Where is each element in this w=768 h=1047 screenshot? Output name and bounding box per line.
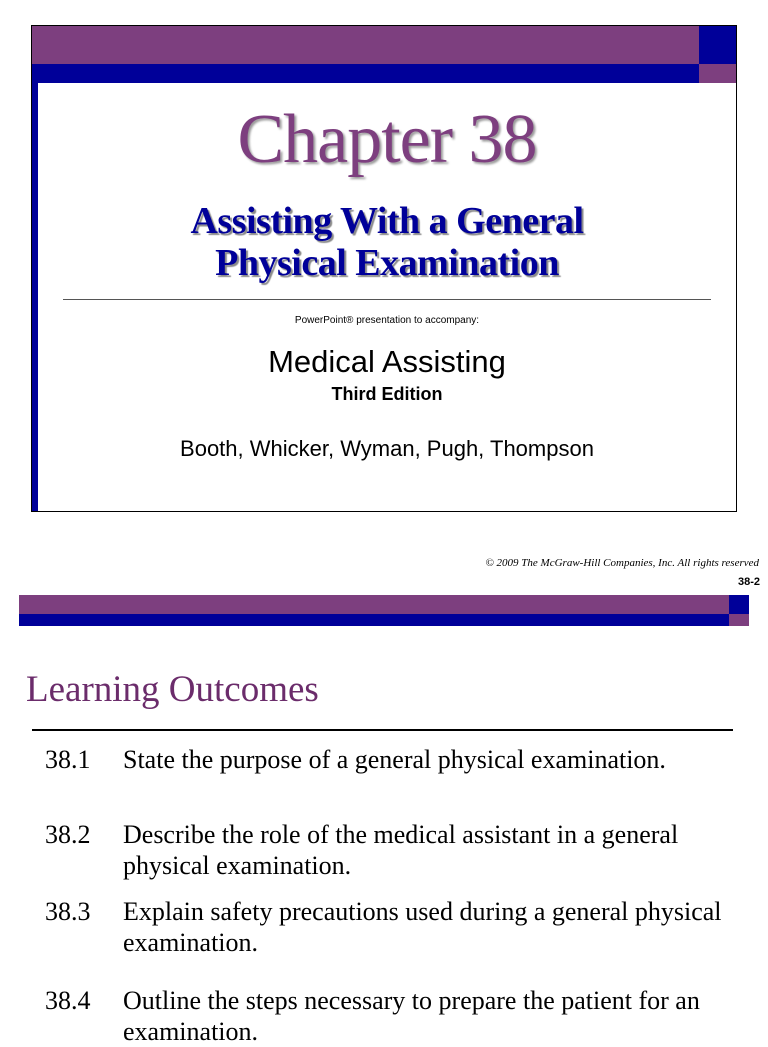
outcome-text: State the purpose of a general physical examination. xyxy=(123,745,666,774)
slide2-heading: Learning Outcomes xyxy=(26,669,319,710)
outcome-number: 38.1 xyxy=(45,745,91,774)
accompany-text: PowerPoint® presentation to accompany: xyxy=(294,315,480,326)
slide2-band-purple xyxy=(19,595,729,614)
slide2-band-navy xyxy=(19,614,729,626)
outcome-text: Outline the steps necessary to prepare the patient for an examination. xyxy=(123,986,700,1046)
slide2-corner-navy xyxy=(729,595,749,614)
copyright-notice: © 2009 The McGraw-Hill Companies, Inc. All rights reserved xyxy=(485,557,759,569)
book-edition: Third Edition xyxy=(331,384,443,404)
outcome-number: 38.4 xyxy=(45,986,91,1015)
outcome-text: Explain safety precautions used during a general physical examination. xyxy=(123,897,722,957)
heading-divider xyxy=(32,729,733,731)
chapter-subtitle-line1: Assisting With a General xyxy=(190,200,584,242)
header-band-navy xyxy=(32,64,699,83)
outcome-number: 38.3 xyxy=(45,897,91,926)
title-divider xyxy=(63,299,711,300)
header-band-purple xyxy=(32,26,699,64)
corner-square-purple xyxy=(699,64,736,83)
corner-square-navy xyxy=(699,26,736,64)
book-title: Medical Assisting xyxy=(268,344,506,379)
chapter-subtitle-line2: Physical Examination xyxy=(215,242,559,284)
slide2-corner-purple xyxy=(729,614,749,626)
chapter-title: Chapter 38 xyxy=(237,101,537,178)
slide-number: 38-2 xyxy=(737,576,760,588)
outcome-text: Describe the role of the medical assistant in a general physical examination. xyxy=(123,820,679,880)
authors: Booth, Whicker, Wyman, Pugh, Thompson xyxy=(180,436,594,461)
outcome-number: 38.2 xyxy=(45,820,91,849)
